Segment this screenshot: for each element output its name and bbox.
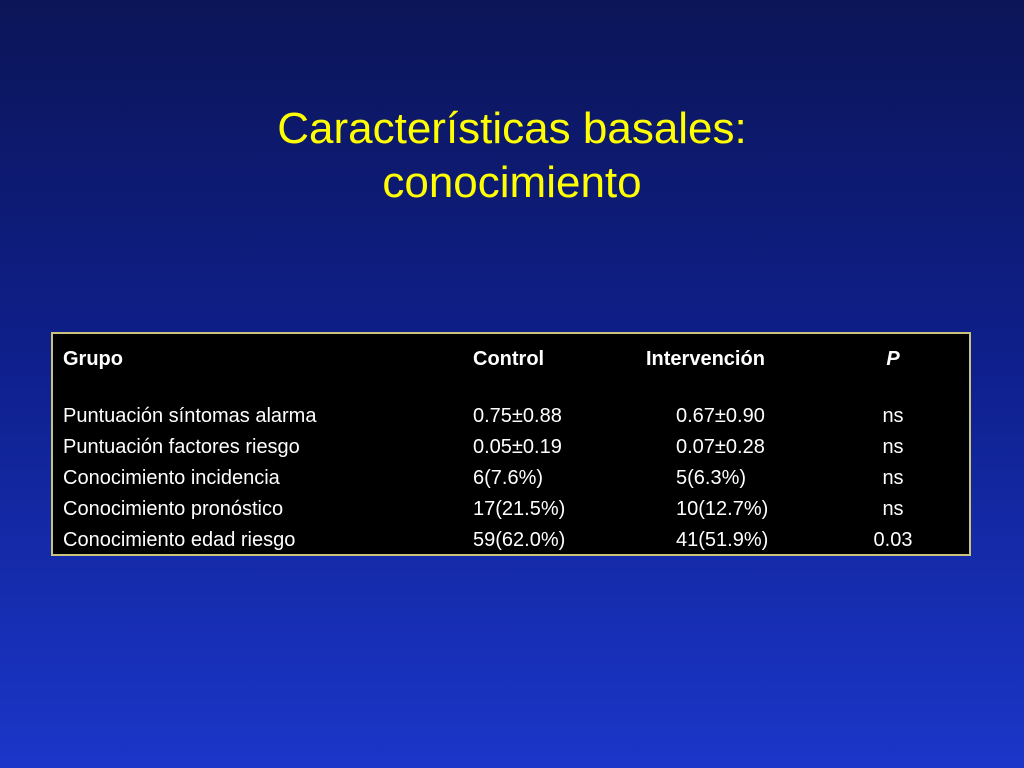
row-p-value: ns [882, 467, 904, 489]
results-table [51, 332, 971, 556]
row-label: Conocimiento incidencia [63, 467, 280, 489]
row-label: Puntuación síntomas alarma [63, 405, 317, 427]
row-p-value: ns [882, 405, 904, 427]
header-control: Control [473, 348, 545, 370]
header-p-value: P [886, 348, 900, 370]
row-label: Puntuación factores riesgo [63, 436, 300, 458]
row-intervention-value: 41(51.9%) [676, 529, 769, 551]
table-row [53, 401, 969, 431]
slide-title [0, 102, 1024, 210]
row-intervention-value: 0.67±0.90 [676, 405, 765, 427]
row-control-value: 6(7.6%) [473, 467, 544, 489]
table-row [53, 432, 969, 462]
slide-title-line-1: Características basales: [277, 104, 747, 153]
table-header-row [53, 344, 969, 374]
row-control-value: 0.75±0.88 [473, 405, 562, 427]
row-intervention-value: 5(6.3%) [676, 467, 747, 489]
row-control-value: 17(21.5%) [473, 498, 566, 520]
slide-title-line-2: conocimiento [382, 158, 642, 207]
row-control-value: 59(62.0%) [473, 529, 566, 551]
row-p-value: ns [882, 436, 904, 458]
row-intervention-value: 0.07±0.28 [676, 436, 765, 458]
table-row [53, 463, 969, 493]
row-p-value: 0.03 [873, 529, 913, 551]
table-row [53, 494, 969, 524]
row-label: Conocimiento edad riesgo [63, 529, 296, 551]
header-intervention: Intervención [646, 348, 765, 370]
row-control-value: 0.05±0.19 [473, 436, 562, 458]
row-intervention-value: 10(12.7%) [676, 498, 769, 520]
row-p-value: ns [882, 498, 904, 520]
header-group: Grupo [63, 348, 123, 370]
row-label: Conocimiento pronóstico [63, 498, 284, 520]
table-row [53, 525, 969, 555]
